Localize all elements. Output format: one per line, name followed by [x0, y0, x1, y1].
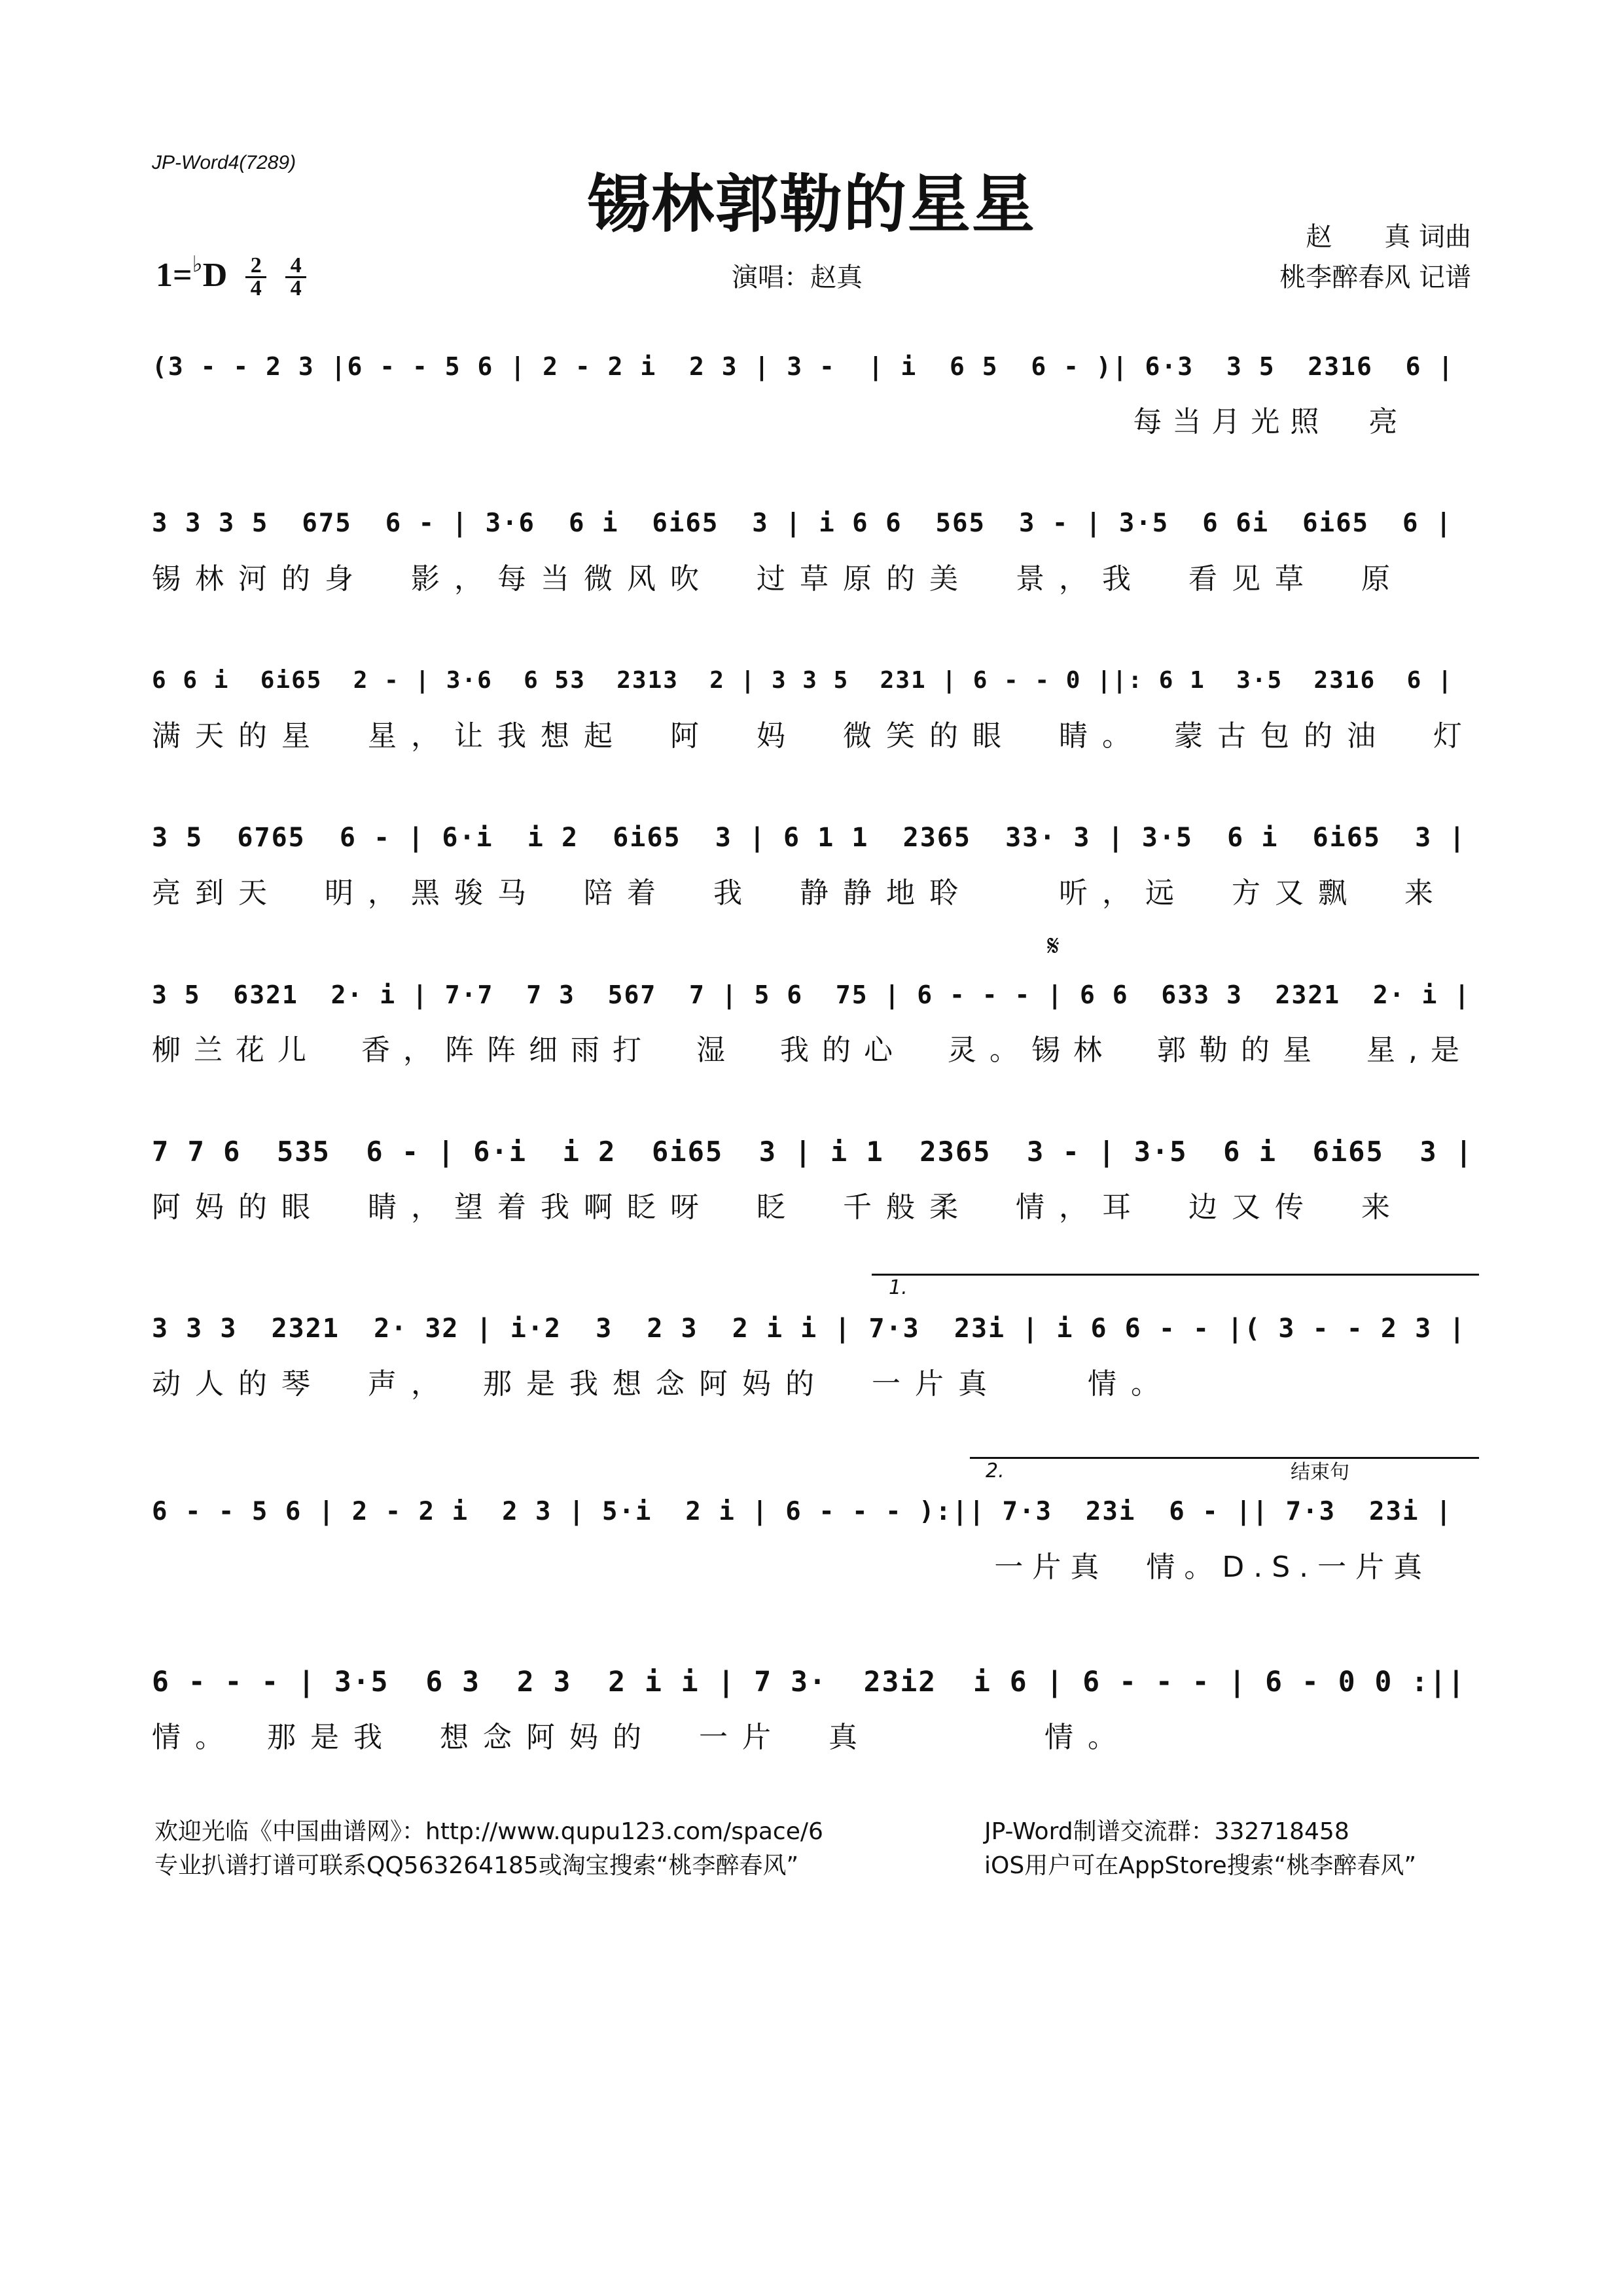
score-system-8: [152, 1460, 1479, 1617]
notation-line: (3 - - 2 3 |6 - - 5 6 | 2 - 2 i 2 3 | 3 - | i 6 5 6 - )| 6·3 3 5 2316 6 |: [152, 352, 1455, 381]
meter-bottom: 4: [290, 276, 302, 300]
singer-credit: 演唱：赵真: [732, 262, 863, 293]
footer-left-line-1: 欢迎光临《中国曲谱网》：http://www.qupu123.com/space/6: [154, 1818, 823, 1845]
key-letter: D: [202, 257, 228, 294]
volta-bracket-1: [872, 1274, 1479, 1276]
lyrics-line: 亮到天 明，黑骏马 陪着 我 静静地聆 听，远 方又飘 来: [152, 876, 1448, 910]
notation-line: 6 - - 5 6 | 2 - 2 i 2 3 | 5·i 2 i | 6 - - - ):|| 7·3 23i 6 - || 7·3 23i |: [152, 1497, 1453, 1526]
lyrics-line: 一片真 情。D.S.一片真: [152, 1551, 1432, 1584]
segno-sign: 𝄋: [1047, 929, 1060, 963]
footer-right-line-2: iOS用户可在AppStore搜索“桃李醉春风”: [984, 1852, 1416, 1879]
footer-right-line-1: JP-Word制谱交流群：332718458: [984, 1818, 1349, 1845]
volta-bracket-2: [970, 1457, 1277, 1459]
meter-bottom: 4: [250, 276, 262, 300]
notation-line: 3 5 6321 2· i | 7·7 7 3 567 7 | 5 6 75 | 6 - - - | 6 6 633 3 2321 2· i |: [152, 980, 1471, 1009]
notation-line: 3 5 6765 6 - | 6·i i 2 6i65 3 | 6 1 1 2365 33· 3 | 3·5 6 i 6i65 3 |: [152, 823, 1467, 853]
lyrics-line: 情。 那是我 想念阿妈的 一片 真 情。: [152, 1721, 1131, 1754]
coda-label: 结束句: [1291, 1461, 1349, 1484]
notation-line: 7 7 6 535 6 - | 6·i i 2 6i65 3 | i 1 2365 3 - | 3·5 6 i 6i65 3 |: [152, 1136, 1474, 1168]
page-title: 锡林郭勒的星星: [587, 168, 1036, 241]
composer-credit: 赵 真 词曲: [1306, 222, 1471, 252]
notation-line: 3 3 3 5 675 6 - | 3·6 6 i 6i65 3 | i 6 6 565 3 - | 3·5 6 6i 6i65 6 |: [152, 509, 1453, 538]
notation-line: 6 6 i 6i65 2 - | 3·6 6 53 2313 2 | 3 3 5 231 | 6 - - 0 ||: 6 1 3·5 2316 6 |: [152, 667, 1454, 694]
lyrics-line: 锡林河的身 影，每当微风吹 过草原的美 景，我 看见草 原: [152, 562, 1404, 596]
lyrics-line: 满天的星 星，让我想起 阿 妈 微笑的眼 睛。 蒙古包的油 灯: [152, 719, 1476, 753]
transcriber-credit: 桃李醉春风 记谱: [1279, 262, 1471, 293]
lyrics-line: 柳兰花儿 香，阵阵细雨打 湿 我的心 灵。锡林 郭勒的星 星,是: [152, 1033, 1472, 1067]
score-system-6: [152, 1126, 1479, 1257]
meter-top: 4: [290, 253, 302, 278]
time-signature-4-4: [285, 255, 307, 299]
key-prefix: 1=: [156, 257, 192, 294]
footer-left-line-2: 专业扒谱打谱可联系QQ563264185或淘宝搜索“桃李醉春风”: [154, 1852, 799, 1879]
lyrics-line: 动人的琴 声， 那是我想念阿妈的 一片真 情。: [152, 1367, 1174, 1401]
score-system-1: [152, 340, 1479, 471]
notation-line: 6 - - - | 3·5 6 3 2 3 2 i i | 7 3· 23i2 i 6 | 6 - - - | 6 - 0 0 :||: [152, 1666, 1466, 1698]
score-system-9: [152, 1656, 1479, 1787]
volta-label-2: 2.: [986, 1460, 1005, 1482]
score-system-5: [152, 929, 1479, 1100]
score-system-2: [152, 497, 1479, 628]
lyrics-line: 每当月光照 亮: [152, 405, 1408, 439]
score-system-7: [152, 1276, 1479, 1433]
flat-sign: ♭: [192, 253, 203, 277]
score-system-4: [152, 812, 1479, 942]
volta-label-1: 1.: [889, 1276, 908, 1299]
key-signature: [156, 251, 307, 299]
notation-line: 3 3 3 2321 2· 32 | i·2 3 2 3 2 i i | 7·3 23i | i 6 6 - - |( 3 - - 2 3 |: [152, 1314, 1467, 1344]
lyrics-line: 阿妈的眼 睛，望着我啊眨呀 眨 千般柔 情，耳 边又传 来: [152, 1191, 1404, 1224]
software-id: JP-Word4(7289): [152, 152, 296, 173]
meter-top: 2: [250, 253, 262, 278]
time-signature-2-4: [245, 255, 267, 299]
score-system-3: [152, 655, 1479, 785]
